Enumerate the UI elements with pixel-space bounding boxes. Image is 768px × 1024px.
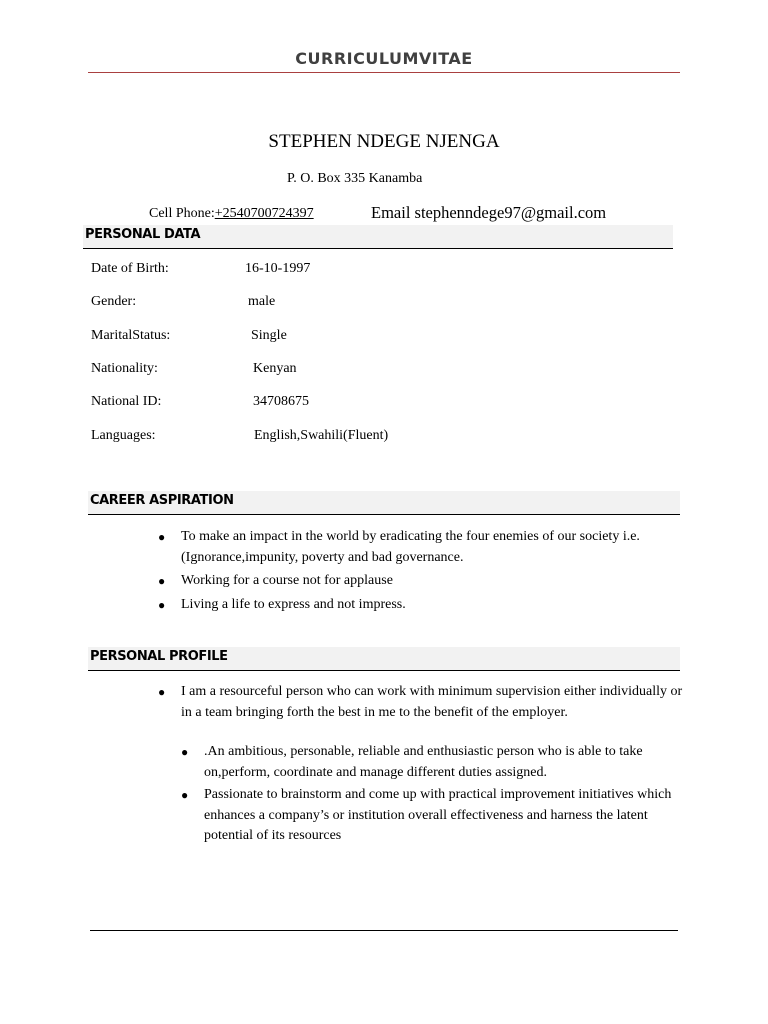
footer-rule — [90, 930, 678, 931]
personal-profile-list — [158, 682, 691, 723]
dob-label: Date of Birth: — [91, 261, 169, 276]
nationality-value: Kenyan — [253, 361, 297, 376]
bullet-icon: ● — [158, 530, 166, 544]
phone-label: Cell Phone: — [149, 206, 215, 221]
bullet-icon: ● — [158, 574, 166, 588]
list-item: ● I am a resourceful person who can work with minimum supervision either individually or in a team bringing forth the best in me to the benefit of the employer. — [158, 684, 683, 720]
languages-label: Languages: — [91, 428, 156, 443]
list-item: ● .An ambitious, personable, reliable and enthusiastic person who is able to take on,perform, coordinate and manage different duties assigned. — [181, 744, 643, 780]
section-title: CAREER ASPIRATION — [90, 493, 234, 508]
career-aspiration-list — [158, 527, 681, 618]
phone-link[interactable]: +2540700724397 — [214, 206, 314, 221]
career-aspiration-header — [88, 491, 680, 515]
gender-label: Gender: — [91, 294, 137, 309]
marital-status-value: Single — [251, 328, 287, 343]
email-address: Email stephenndege97@gmail.com — [371, 203, 607, 222]
list-item: ● To make an impact in the world by eradicating the four enemies of our society i.e. (Ignorance,impunity, poverty and bad governance. — [158, 529, 640, 565]
postal-address: P. O. Box 335 Kanamba — [287, 171, 423, 186]
section-title: PERSONAL DATA — [85, 227, 201, 242]
cell-phone — [149, 206, 314, 222]
list-item: ● Passionate to brainstorm and come up with practical improvement initiatives which enhances a company’s or institution overall effectiveness and harness the latent potential of its resources — [181, 787, 672, 843]
bullet-icon: ● — [158, 685, 166, 699]
national-id-label: National ID: — [91, 394, 162, 409]
candidate-name: STEPHEN NDEGE NJENGA — [268, 131, 500, 152]
gender-value: male — [248, 294, 276, 309]
section-title: PERSONAL PROFILE — [90, 649, 228, 664]
personal-profile-header — [88, 647, 680, 671]
bullet-icon: ● — [158, 597, 166, 612]
list-item: ● Working for a course not for applause — [181, 571, 681, 592]
marital-status-label: MaritalStatus: — [91, 328, 171, 343]
national-id-value: 34708675 — [253, 394, 309, 409]
personal-profile-sublist — [181, 742, 694, 849]
bullet-icon: ● — [181, 745, 189, 759]
dob-value: 16-10-1997 — [245, 261, 311, 276]
bullet-icon: ● — [181, 788, 189, 802]
title-rule — [88, 72, 680, 73]
nationality-label: Nationality: — [91, 361, 158, 376]
document-title: CURRICULUMVITAE — [295, 49, 473, 68]
list-item: ● Living a life to express and not impress. — [181, 595, 681, 616]
languages-value: English,Swahili(Fluent) — [254, 428, 389, 443]
personal-data-header — [83, 225, 673, 249]
